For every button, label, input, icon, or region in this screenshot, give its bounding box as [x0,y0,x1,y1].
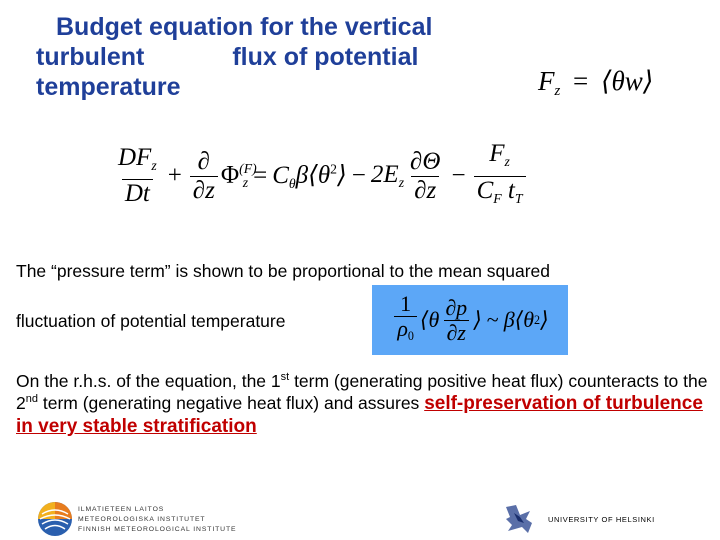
fmi-wordmark: ILMATIETEEN LAITOS METEOROLOGISKA INSTITUTET FINNISH METEOROLOGICAL INSTITUTE [78,506,237,533]
fmi-logo-icon [36,500,74,538]
paragraph-conclusion: On the r.h.s. of the equation, the 1st term (generating positive heat flux) counteracts to the 2nd term (generating negative heat flux) and assures self-preservation of turbulence in very stable stratification [16,371,708,437]
flux-definition: $F_z$ = ⟨θw⟩ [538,66,654,100]
title-line-2: turbulent flux of potential [36,43,419,71]
material-derivative-term: $\frac{DF_z}{Dt}$ [118,143,157,208]
paragraph-pressure-term: The “pressure term” is shown to be proportional to the mean squared [16,261,551,281]
flame-icon [500,501,540,537]
inverse-density: $\frac{1}{\rho_0}$ [394,292,417,348]
university-name: UNIVERSITY OF HELSINKI [548,514,655,524]
flux-phi: $\Phi^{(F)}_z$ [220,160,257,191]
university-logo [500,500,655,538]
relaxation-term: $\frac{F_z}{C_F t_T}$ [474,140,526,213]
generation-term: $C_\theta\beta⟨\theta^2⟩$ [272,161,347,191]
title-line-3: temperature [36,73,181,101]
title-line-1: Budget equation for the vertical [56,13,433,41]
gradient-term: $\frac{\partial\Theta}{\partial z}$ [410,147,441,204]
paragraph-fluctuation: fluctuation of potential temperature [16,311,286,331]
pressure-formula-box: $\frac{1}{\rho_0}$ ⟨θ $\frac{\partial p}{\partial z}$ ⟩ ~ β⟨θ 2 ⟩ [372,285,568,355]
divergence-operator: $\frac{\partial}{\partial z}$ [190,148,218,205]
energy-term: $2E_z$ [370,161,405,190]
pressure-gradient: $\frac{\partial p}{\partial z}$ [445,294,468,345]
budget-equation: $\frac{DF_z}{Dt}$ + $\frac{\partial}{\partial z}$ $\Phi^{(F)}_z$ = $C_\theta\beta⟨\theta^2⟩$ − $2E_z$ $\frac{\partial\Theta}{\partial z}$ − $\frac{F_z}{C_F t_T}$ [112,144,529,208]
highlight-self-preservation: self-preservation of turbulence in very stable stratification [16,393,703,437]
slide-title [36,12,556,102]
